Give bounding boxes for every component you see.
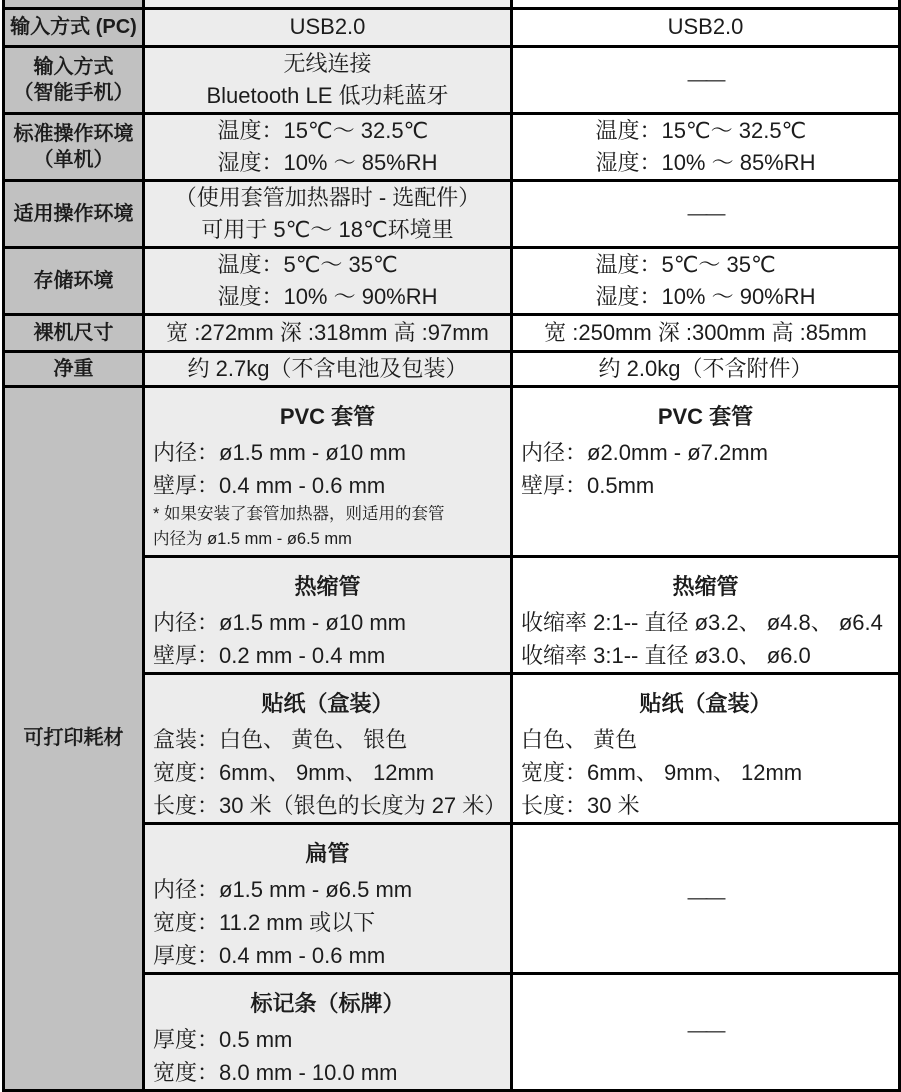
consumable-note: 内径为 ø1.5 mm - ø6.5 mm: [153, 529, 352, 548]
partial-row-left-cell: [144, 0, 512, 8]
row-header-label: 可打印耗材: [23, 727, 124, 749]
row-header-net-weight: [4, 351, 144, 386]
cell-line: 约 2.7kg（不含电池及包装）: [187, 355, 468, 381]
cell-line: 约 2.0kg（不含附件）: [598, 355, 813, 381]
dash-placeholder: ——: [687, 69, 724, 91]
consumable-line: 长度：30 米（银色的长度为 27 米）: [153, 792, 507, 818]
cell-storage-environment-left: [144, 247, 512, 314]
consumable-title: 标记条（标牌）: [250, 990, 405, 1016]
consumable-title: 扁管: [305, 840, 350, 866]
row-header-label: （智能手机）: [13, 81, 134, 104]
consumable-line: 内径：ø1.5 mm - ø6.5 mm: [153, 876, 413, 902]
cell-line: USB2.0: [289, 14, 366, 39]
row-header-printable-consumables: [4, 386, 144, 1090]
consumable-line: 长度：30 米: [521, 792, 640, 818]
cell-dimensions-left: [144, 314, 512, 351]
cell-storage-environment-right: [512, 247, 900, 314]
dash-placeholder: ——: [687, 886, 724, 909]
consumable-line: 盒装：白色、 黄色、 银色: [153, 726, 408, 752]
cell-input-pc-left: [144, 8, 512, 46]
partial-top-row: [4, 0, 900, 8]
cell-line: 湿度：10% ～ 85%RH: [595, 149, 816, 175]
row-header-label: 存储环境: [33, 269, 114, 292]
cell-block: [217, 115, 437, 179]
row-standard-environment: [4, 113, 900, 180]
row-applicable-environment: [4, 180, 900, 247]
cell-heat-shrink-left: [144, 556, 512, 673]
row-header-label: （单机）: [33, 148, 114, 171]
cell-heat-shrink-right: [512, 556, 900, 673]
cell-line: 湿度：10% ～ 90%RH: [217, 283, 438, 309]
cell-net-weight-right: [512, 351, 900, 386]
cell-applicable-environment-left: [144, 180, 512, 247]
cell-input-smartphone-right: [512, 46, 900, 113]
consumable-line: 宽度：11.2 mm 或以下: [153, 909, 376, 935]
cell-line: 湿度：10% ～ 85%RH: [217, 149, 438, 175]
cell-line: 温度：5℃～ 35℃: [595, 251, 776, 277]
cell-line: Bluetooth LE 低功耗蓝牙: [206, 82, 449, 108]
dash-placeholder: ——: [687, 203, 724, 225]
consumable-line: 壁厚：0.4 mm - 0.6 mm: [153, 472, 386, 498]
consumable-line: 内径：ø1.5 mm - ø10 mm: [153, 609, 407, 635]
cell-flat-tube-right: [512, 823, 900, 973]
consumable-line: 收缩率 2:1-- 直径 ø3.2、 ø4.8、 ø6.4: [521, 609, 883, 635]
spec-table: [2, 0, 901, 1092]
row-header-standard-environment: [4, 113, 144, 180]
cell-applicable-environment-right: [512, 180, 900, 247]
cell-line: 温度：15℃～ 32.5℃: [595, 117, 807, 143]
cell-line: 可用于 5℃～ 18℃环境里: [201, 216, 454, 242]
partial-row-right-cell: [512, 0, 900, 8]
cell-line: 温度：5℃～ 35℃: [217, 251, 398, 277]
cell-marker-strip-left: [144, 973, 512, 1090]
cell-sticker-right: [512, 673, 900, 823]
cell-block: [595, 115, 815, 179]
cell-line: USB2.0: [667, 14, 744, 39]
cell-net-weight-left: [144, 351, 512, 386]
row-input-smartphone: [4, 46, 900, 113]
row-header-dimensions: [4, 314, 144, 351]
cell-block: [217, 249, 437, 313]
row-header-label: 净重: [53, 357, 94, 380]
row-dimensions: [4, 314, 900, 351]
row-header-input-pc: [4, 8, 144, 46]
cell-standard-environment-right: [512, 113, 900, 180]
consumable-line: 宽度：6mm、 9mm、 12mm: [153, 759, 435, 785]
cell-line: 温度：15℃～ 32.5℃: [217, 117, 429, 143]
cell-line: 宽 :272mm 深 :318mm 高 :97mm: [166, 319, 489, 345]
consumable-line: 厚度：0.4 mm - 0.6 mm: [153, 942, 386, 968]
cell-line: 宽 :250mm 深 :300mm 高 :85mm: [544, 319, 867, 345]
cell-pvc-tube-right: [512, 386, 900, 556]
cell-input-smartphone-left: [144, 46, 512, 113]
cell-line: 湿度：10% ～ 90%RH: [595, 283, 816, 309]
consumable-title: 热缩管: [672, 573, 739, 599]
row-header-label: 标准操作环境: [13, 122, 134, 145]
row-header-applicable-environment: [4, 180, 144, 247]
consumable-line: 收缩率 3:1-- 直径 ø3.0、 ø6.0: [521, 642, 811, 668]
row-header-storage-environment: [4, 247, 144, 314]
consumable-line: 宽度：6mm、 9mm、 12mm: [521, 759, 803, 785]
partial-row-header: [4, 0, 144, 8]
cell-marker-strip-right: [512, 973, 900, 1090]
consumable-title: PVC 套管: [657, 403, 754, 429]
cell-dimensions-right: [512, 314, 900, 351]
row-input-pc: [4, 8, 900, 46]
consumable-note: * 如果安装了套管加热器，则适用的套管: [153, 504, 445, 523]
consumable-title: 贴纸（盒装）: [261, 690, 394, 716]
cell-standard-environment-left: [144, 113, 512, 180]
dash-placeholder: ——: [687, 1020, 724, 1042]
consumable-line: 宽度：8.0 mm - 10.0 mm: [153, 1059, 398, 1085]
cell-input-pc-right: [512, 8, 900, 46]
consumable-line: 内径：ø2.0mm - ø7.2mm: [521, 439, 768, 465]
row-net-weight: [4, 351, 900, 386]
consumable-line: 内径：ø1.5 mm - ø10 mm: [153, 439, 407, 465]
row-header-label: 输入方式: [33, 55, 114, 78]
cell-line: 无线连接: [283, 50, 372, 76]
cell-sticker-left: [144, 673, 512, 823]
consumable-line: 壁厚：0.5mm: [521, 472, 655, 498]
consumable-line: 白色、 黄色: [521, 726, 638, 752]
cell-flat-tube-left: [144, 823, 512, 973]
cell-line: （使用套管加热器时 - 选配件）: [174, 184, 481, 210]
consumable-line: 壁厚：0.2 mm - 0.4 mm: [153, 642, 386, 668]
row-header-label: 输入方式 (PC): [10, 16, 137, 38]
row-header-label: 裸机尺寸: [33, 321, 114, 344]
row-storage-environment: [4, 247, 900, 314]
consumable-title: 贴纸（盒装）: [639, 690, 772, 716]
cell-pvc-tube-left: [144, 386, 512, 556]
row-header-label: 适用操作环境: [13, 202, 134, 225]
consumable-line: 厚度：0.5 mm: [153, 1026, 293, 1052]
row-consumables-pvc-tube: [4, 386, 900, 556]
cell-block: [595, 249, 815, 313]
consumable-title: 热缩管: [294, 573, 361, 599]
consumable-title: PVC 套管: [279, 403, 376, 429]
row-header-input-smartphone: [4, 46, 144, 113]
